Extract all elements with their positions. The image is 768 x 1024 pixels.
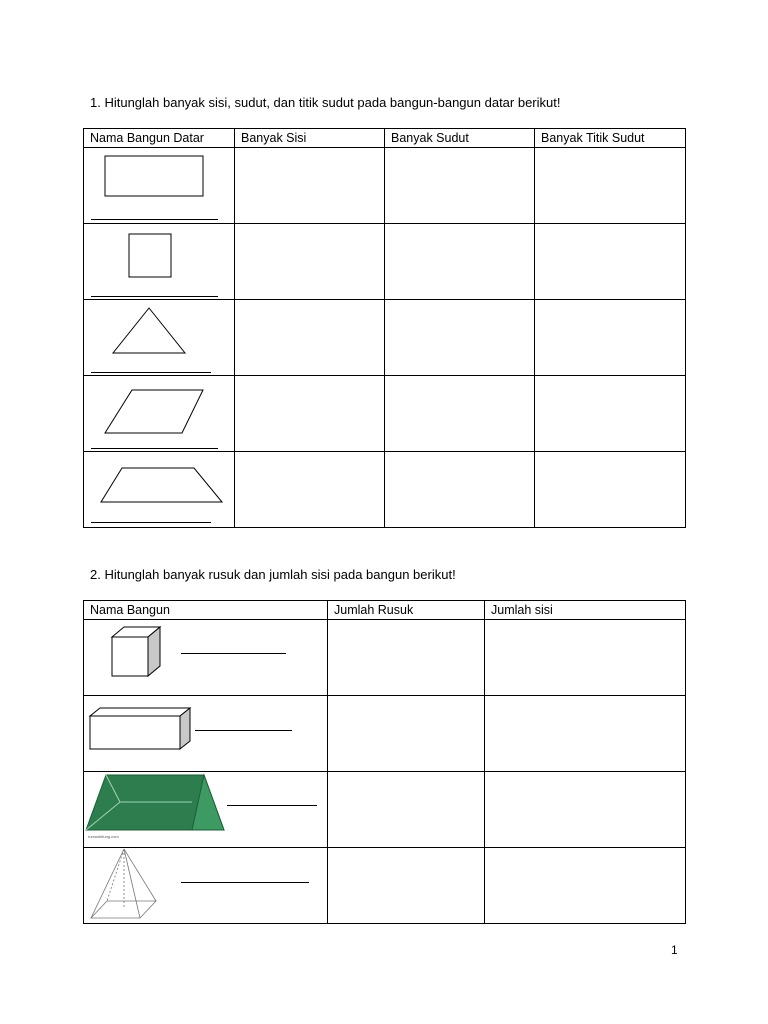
answer-cell[interactable]	[235, 300, 385, 376]
answer-cell[interactable]	[328, 772, 485, 848]
table-header-row	[84, 129, 686, 148]
shape-cell	[84, 300, 235, 376]
square-pyramid-icon	[84, 848, 324, 923]
header-shape-name: Nama Bangun Datar	[84, 129, 235, 148]
table-row	[84, 696, 686, 772]
plane-shapes-table	[83, 128, 686, 528]
answer-cell[interactable]	[235, 224, 385, 300]
header-angles: Banyak Sudut	[385, 129, 535, 148]
table-header-row	[84, 601, 686, 620]
header-vertices: Banyak Titik Sudut	[535, 129, 686, 148]
table-row	[84, 452, 686, 528]
shape-cell	[84, 772, 328, 848]
square-icon	[84, 224, 234, 299]
answer-cell[interactable]	[328, 620, 485, 696]
answer-cell[interactable]	[485, 620, 686, 696]
answer-line[interactable]	[91, 219, 218, 220]
header-sides: Banyak Sisi	[235, 129, 385, 148]
answer-line[interactable]	[181, 882, 309, 883]
answer-cell[interactable]	[485, 772, 686, 848]
header-edges: Jumlah Rusuk	[328, 601, 485, 620]
header-solid-name: Nama Bangun	[84, 601, 328, 620]
answer-cell[interactable]	[235, 148, 385, 224]
shape-cell	[84, 696, 328, 772]
shape-cell	[84, 148, 235, 224]
shape-cell	[84, 452, 235, 528]
answer-cell[interactable]	[485, 848, 686, 924]
answer-cell[interactable]	[235, 452, 385, 528]
table-row	[84, 376, 686, 452]
header-faces: Jumlah sisi	[485, 601, 686, 620]
rectangle-icon	[84, 148, 234, 223]
answer-cell[interactable]	[485, 696, 686, 772]
page-number: 1	[671, 943, 678, 957]
answer-cell[interactable]	[385, 452, 535, 528]
answer-line[interactable]	[181, 653, 286, 654]
answer-cell[interactable]	[535, 224, 686, 300]
shape-cell	[84, 224, 235, 300]
trapezoid-icon	[84, 452, 234, 527]
cube-icon	[84, 620, 324, 695]
answer-cell[interactable]	[385, 376, 535, 452]
watermark-text: rumushitung.com	[88, 834, 119, 839]
table-row	[84, 772, 686, 848]
answer-cell[interactable]	[235, 376, 385, 452]
shape-cell	[84, 848, 328, 924]
table-row	[84, 620, 686, 696]
shape-cell	[84, 376, 235, 452]
answer-line[interactable]	[91, 296, 218, 297]
answer-line[interactable]	[91, 372, 211, 373]
triangle-icon	[84, 300, 234, 375]
answer-line[interactable]	[91, 448, 218, 449]
answer-line[interactable]	[91, 522, 211, 523]
answer-cell[interactable]	[535, 148, 686, 224]
table-row	[84, 848, 686, 924]
answer-line[interactable]	[195, 730, 292, 731]
answer-cell[interactable]	[328, 696, 485, 772]
parallelogram-icon	[84, 376, 234, 451]
solid-shapes-table	[83, 600, 686, 924]
answer-cell[interactable]	[385, 300, 535, 376]
answer-cell[interactable]	[328, 848, 485, 924]
question-1-title: 1. Hitunglah banyak sisi, sudut, dan titik sudut pada bangun-bangun datar berikut!	[90, 95, 561, 110]
answer-line[interactable]	[227, 805, 317, 806]
table-row	[84, 300, 686, 376]
answer-cell[interactable]	[385, 224, 535, 300]
triangular-prism-icon	[84, 772, 324, 847]
answer-cell[interactable]	[535, 376, 686, 452]
answer-cell[interactable]	[535, 452, 686, 528]
shape-cell	[84, 620, 328, 696]
answer-cell[interactable]	[535, 300, 686, 376]
cuboid-icon	[84, 696, 324, 771]
table-row	[84, 224, 686, 300]
table-row	[84, 148, 686, 224]
question-2-title: 2. Hitunglah banyak rusuk dan jumlah sisi pada bangun berikut!	[90, 567, 456, 582]
answer-cell[interactable]	[385, 148, 535, 224]
